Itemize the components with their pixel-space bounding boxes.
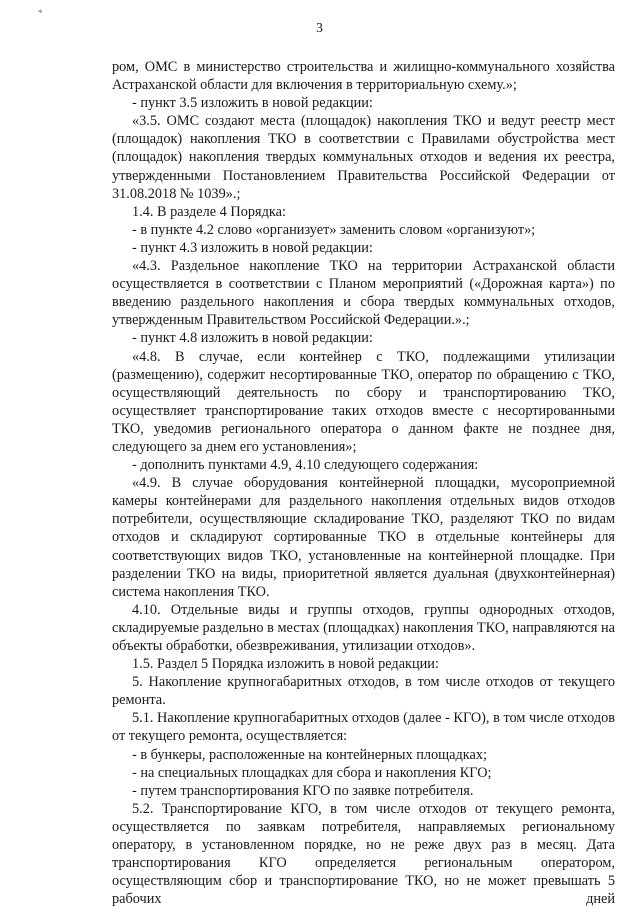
paragraph: «4.8. В случае, если контейнер с ТКО, подлежащими утилизации (размещению), содержит несортированные ТКО, оператор по обращению с ТКО, осуществляющий деятельность по сбору и транспортированию ТКО, осуществляет транспортирование таких отходов вместе с несортированными ТКО, уведомив регионального оператора о данном факте не позднее дня, следующего за днем его установления»; <box>112 348 615 455</box>
paragraph: - дополнить пунктами 4.9, 4.10 следующего содержания: <box>132 457 479 474</box>
paragraph: - в бункеры, расположенные на контейнерных площадках; <box>132 746 487 763</box>
paragraph: 1.5. Раздел 5 Порядка изложить в новой редакции: <box>132 656 439 673</box>
document-body <box>112 58 615 908</box>
paragraph: «4.9. В случае оборудования контейнерной площадки, мусороприемной камеры контейнерами для раздельного накопления отдельных видов отходов потребители, осуществляющие складирование ТКО, разделяют ТКО по видам отходов и складируют сортированные ТКО в отдельные контейнеры для соответствующих видов ТКО, установленные на контейнерной площадке. При разделении ТКО на виды, приоритетной является дуальная (двухконтейнерная) система накопления ТКО. <box>112 475 615 600</box>
corner-mark: * <box>38 8 43 18</box>
paragraph: - путем транспортирования КГО по заявке потребителя. <box>132 782 474 799</box>
paragraph: «4.3. Раздельное накопление ТКО на территории Астраханской области осуществляется в соответствии с Планом мероприятий («Дорожная карта») по введению раздельного накопления и сбора твердых коммунальных отходов, утвержденным Правительством Российской Федерации.».; <box>112 258 615 329</box>
paragraph: 5. Накопление крупногабаритных отходов, в том числе отходов от текущего ремонта. <box>112 674 615 709</box>
page-number: 3 <box>316 20 323 35</box>
paragraph: 1.4. В разделе 4 Порядка: <box>132 203 286 220</box>
paragraph: «3.5. ОМС создают места (площадок) накопления ТКО и ведут реестр мест (площадок) накопления ТКО в соответствии с Правилами обустройства мест (площадок) накопления твердых коммунальных отходов и ведения их реестра, утвержденными Постановлением Правительства Российской Федерации от 31.08.2018 № 1039».; <box>112 113 615 202</box>
paragraph: 5.1. Накопление крупногабаритных отходов (далее - КГО), в том числе отходов от текущего ремонта, осуществляется: <box>112 710 615 745</box>
paragraph: 4.10. Отдельные виды и группы отходов, группы однородных отходов, складируемые раздельно в местах (площадках) накопления ТКО, направляются на объекты обработки, обезвреживания, утилизации отходов». <box>112 601 615 654</box>
paragraph: - пункт 4.8 изложить в новой редакции: <box>132 330 373 347</box>
paragraph: - в пункте 4.2 слово «организует» заменить словом «организуют»; <box>132 221 536 238</box>
paragraph: ром, ОМС в министерство строительства и жилищно-коммунального хозяйства Астраханской области для включения в территориальную схему.»; <box>112 59 615 94</box>
paragraph: 5.2. Транспортирование КГО, в том числе отходов от текущего ремонта, осуществляется по заявкам потребителя, направляемых региональному оператору, в установленном порядке, но не реже двух раз в месяц. Дата транспортирования КГО определяется региональным оператором, осуществляющим сбор и транспортирование ТКО, но не может превышать 5 рабочих дней <box>112 800 615 908</box>
paragraph: - пункт 4.3 изложить в новой редакции: <box>132 239 373 256</box>
paragraph: - на специальных площадках для сбора и накопления КГО; <box>132 764 492 781</box>
paragraph: - пункт 3.5 изложить в новой редакции: <box>132 95 373 112</box>
